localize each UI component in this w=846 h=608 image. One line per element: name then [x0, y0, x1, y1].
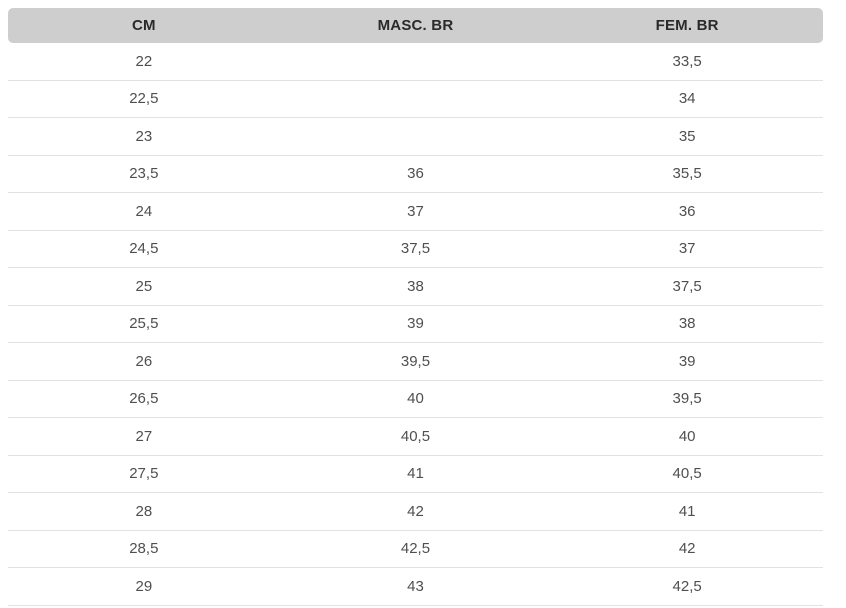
- table-cell: 34: [551, 80, 823, 118]
- table-row: [8, 80, 823, 118]
- table-cell: 41: [551, 493, 823, 531]
- table-row: [8, 155, 823, 193]
- table-cell: 40: [280, 380, 552, 418]
- table-cell: 28,5: [8, 530, 280, 568]
- table-cell: 24,5: [8, 230, 280, 268]
- table-cell: 25: [8, 268, 280, 306]
- table-row: [8, 43, 823, 80]
- table-cell: 39,5: [280, 343, 552, 381]
- table-cell: 22: [8, 43, 280, 80]
- table-cell: 25,5: [8, 305, 280, 343]
- table-row: [8, 193, 823, 231]
- table-cell: 39: [280, 305, 552, 343]
- table-cell: 35,5: [551, 155, 823, 193]
- table-cell: 42: [551, 530, 823, 568]
- table-row: [8, 380, 823, 418]
- table-cell: 26: [8, 343, 280, 381]
- table-body: [8, 43, 823, 605]
- table-row: [8, 568, 823, 606]
- table-cell: 37: [280, 193, 552, 231]
- table-cell: 42: [280, 493, 552, 531]
- table-cell: 23,5: [8, 155, 280, 193]
- table-cell: 40,5: [551, 455, 823, 493]
- table-cell: 23: [8, 118, 280, 156]
- table-cell: [280, 43, 552, 80]
- table-cell: 38: [551, 305, 823, 343]
- table-cell: 24: [8, 193, 280, 231]
- table-cell: 38: [280, 268, 552, 306]
- table-cell: 42,5: [280, 530, 552, 568]
- table-cell: 39: [551, 343, 823, 381]
- table-cell: 36: [551, 193, 823, 231]
- table-cell: 41: [280, 455, 552, 493]
- table-row: [8, 343, 823, 381]
- table-cell: 37: [551, 230, 823, 268]
- table-cell: 22,5: [8, 80, 280, 118]
- column-header-cm: CM: [8, 8, 280, 43]
- table-cell: 40: [551, 418, 823, 456]
- column-header-fem-br: FEM. BR: [551, 8, 823, 43]
- table-row: [8, 418, 823, 456]
- table-cell: 29: [8, 568, 280, 606]
- table-cell: [280, 80, 552, 118]
- table-cell: 27,5: [8, 455, 280, 493]
- table-cell: 37,5: [551, 268, 823, 306]
- table-cell: 40,5: [280, 418, 552, 456]
- table-header: [8, 8, 823, 43]
- table-cell: 43: [280, 568, 552, 606]
- table-header-row: [8, 8, 823, 43]
- size-conversion-table: [8, 8, 823, 606]
- table-row: [8, 268, 823, 306]
- table-cell: [280, 118, 552, 156]
- table-row: [8, 305, 823, 343]
- table-cell: 39,5: [551, 380, 823, 418]
- table-cell: 35: [551, 118, 823, 156]
- table-row: [8, 118, 823, 156]
- table-cell: 28: [8, 493, 280, 531]
- table-row: [8, 230, 823, 268]
- table-row: [8, 455, 823, 493]
- table-cell: 36: [280, 155, 552, 193]
- table-cell: 37,5: [280, 230, 552, 268]
- table-cell: 26,5: [8, 380, 280, 418]
- table-cell: 27: [8, 418, 280, 456]
- table-cell: 33,5: [551, 43, 823, 80]
- column-header-masc-br: MASC. BR: [280, 8, 552, 43]
- table-cell: 42,5: [551, 568, 823, 606]
- table-row: [8, 530, 823, 568]
- table-row: [8, 493, 823, 531]
